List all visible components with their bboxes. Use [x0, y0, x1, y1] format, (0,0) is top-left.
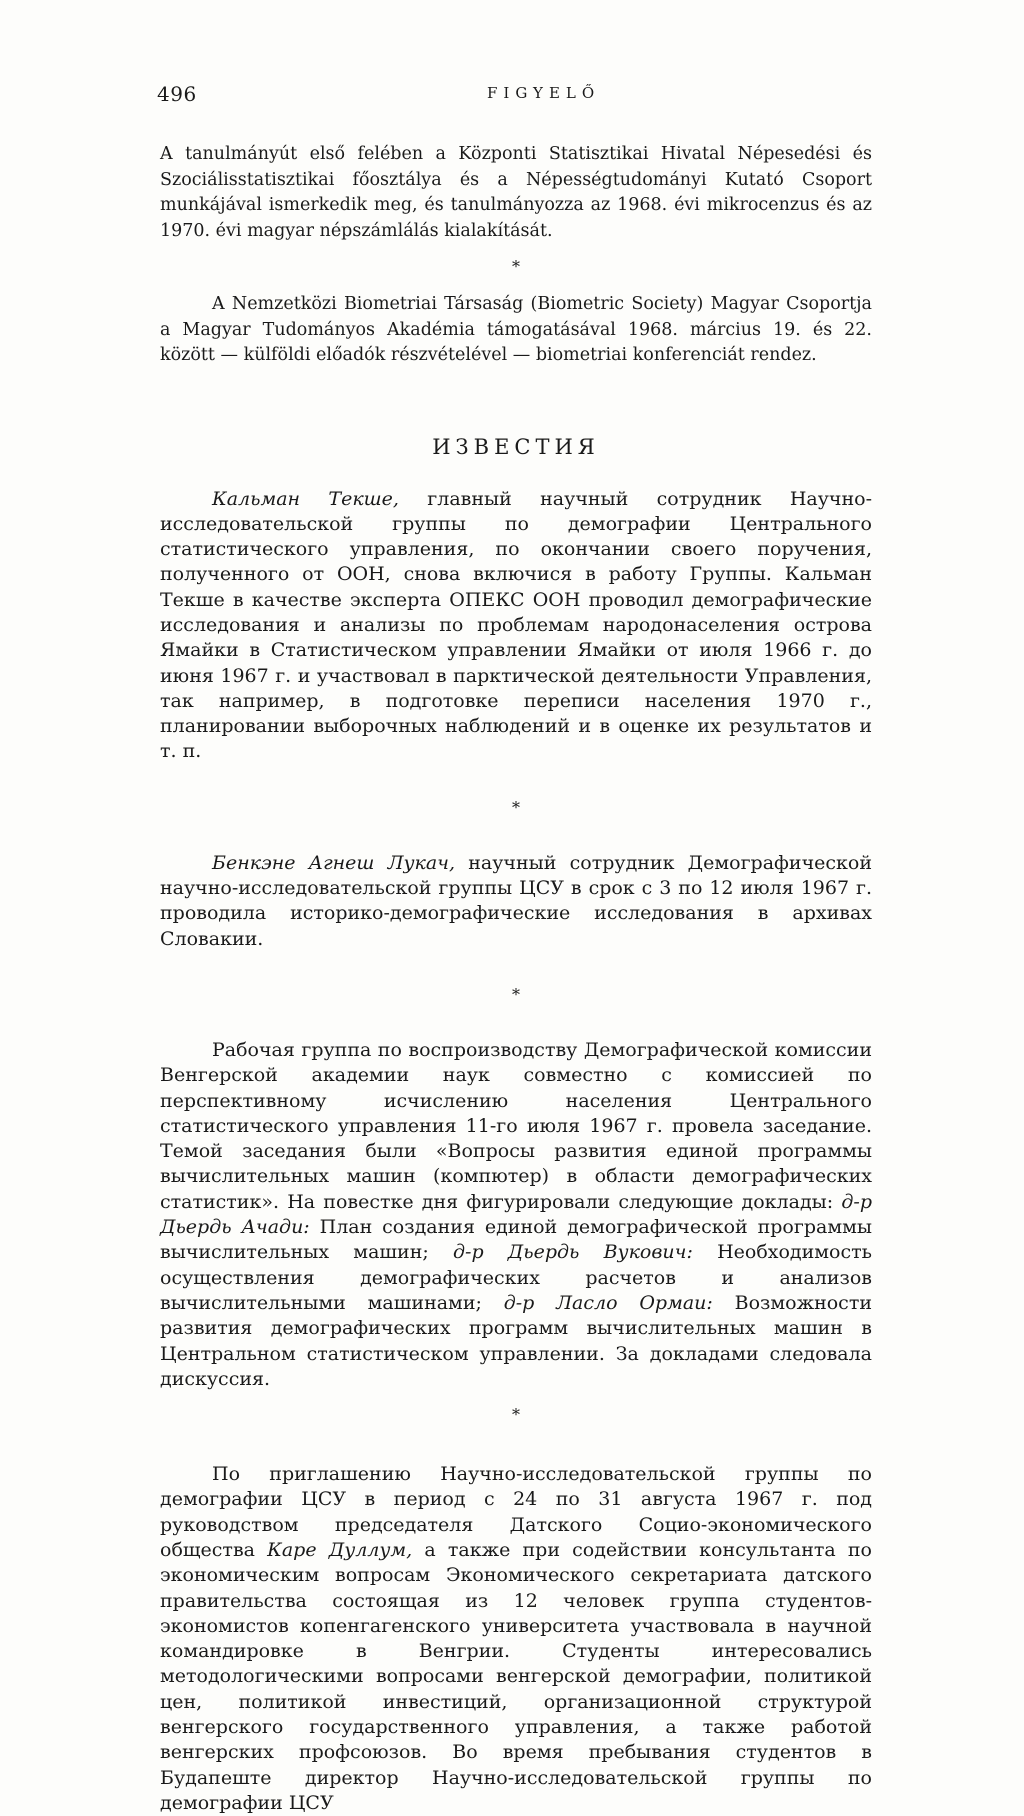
ru-paragraph-4 — [160, 1462, 872, 1816]
person-name: д-р Дьердь Вукович: — [452, 1241, 693, 1264]
paragraph-text: Рабочая группа по воспроизводству Демографической комиссии Венгерской академии наук совместно с комиссией по перспективному исчислению населения Центрального статистического управления 11-го июля 1967 г. провела заседание. Темой заседания были «Вопросы развития единой программы вычислительных машин (компютер) в области демографических статистик». На повестке дня фигурировали следующие доклады: — [160, 1038, 872, 1213]
person-name: Кальман Текше, — [212, 487, 399, 510]
paragraph-text: а также при содействии консультанта по экономическим вопросам Экономического секретариата датского правительства состоящая из 12 человек группа студентов-экономистов копенгагенского университета участвовала в научной командировке в Венгрии. Студенты интересовались методологическими вопросами венгерской демографии, политикой цен, политикой инвестиций, организационной структурой венгерского государственного управления, а также работой венгерских профсоюзов. Во время пребывания студентов в Будапеште директор Научно-исследовательской группы по демографии ЦСУ — [160, 1539, 872, 1814]
ru-paragraph-3 — [160, 1038, 872, 1392]
separator-star: * — [512, 797, 520, 817]
section-title: ИЗВЕСТИЯ — [432, 434, 600, 459]
paragraph-text: главный научный сотрудник Научно-исследовательской группы по демографии Центрального статистического управления, по окончании своего поручения, полученного от ООН, снова включися в работу Группы. Кальман Текше в качестве эксперта ОПЕКС ООН проводил демографические исследования и анализы по проблемам народонаселения острова Ямайки в Статистическом управлении Ямайки от июля 1966 г. до июня 1967 г. и участвовал в парктической деятельности Управления, так например, в подготовке переписи населения 1970 г., планировании выборочных наблюдений и в оценке их результатов и т. п. — [160, 487, 873, 763]
person-name: Каре Дуллум, — [267, 1539, 413, 1561]
ru-paragraph-2 — [160, 851, 872, 952]
page-number: 496 — [157, 82, 197, 106]
ru-paragraph-1 — [160, 487, 872, 765]
person-name: д-р Ласло Ормаи: — [503, 1291, 713, 1314]
article-body — [160, 142, 872, 1816]
paragraph-text: По приглашению Научно-исследовательской группы по демографии ЦСУ в период с 24 по 31 августа 1967 г. под руководством председателя Датского Социо-экономического общества — [160, 1463, 872, 1561]
page-header — [157, 82, 869, 114]
paragraph-text: План создания единой демографической программы вычислительных машин; — [160, 1216, 872, 1264]
separator-star: * — [512, 1405, 520, 1425]
running-head: FIGYELŐ — [487, 84, 601, 102]
paragraph-text: Возможности развития демографических программ вычислительных машин в Центральном статистическом управлении. За докладами следовала дискуссия. — [160, 1291, 872, 1390]
paragraph-text: Необходимость осуществления демографических расчетов и анализов вычислительными машинами; — [160, 1241, 872, 1314]
person-name: д-р Дьердь Ачади: — [160, 1190, 872, 1239]
hu-paragraph-1: A tanulmányút első felében a Központi Statisztikai Hivatal Népesedési és Szociálisstatisztikai főosztálya és a Népességtudományi Kutató Csoport munkájával ismerkedik meg, és tanulmányozza az 1968. évi mikrocenzus és az 1970. évi magyar népszámlálás kialakítását. — [160, 144, 872, 241]
hu-paragraph-2: A Nemzetközi Biometriai Társaság (Biometric Society) Magyar Csoportja a Magyar Tudományos Akadémia támogatásával 1968. március 19. és 22. között — külföldi előadók részvételével — biometriai konferenciát rendez. — [160, 294, 872, 365]
separator-star: * — [512, 257, 520, 276]
person-name: Бенкэне Агнеш Лукач, — [212, 851, 456, 874]
paragraph-text: научный сотрудник Демографической научно-исследовательской группы ЦСУ в срок с 3 по 12 июля 1967 г. проводила историко-демографические исследования в архивах Словакии. — [160, 851, 872, 950]
separator-star: * — [512, 984, 520, 1004]
